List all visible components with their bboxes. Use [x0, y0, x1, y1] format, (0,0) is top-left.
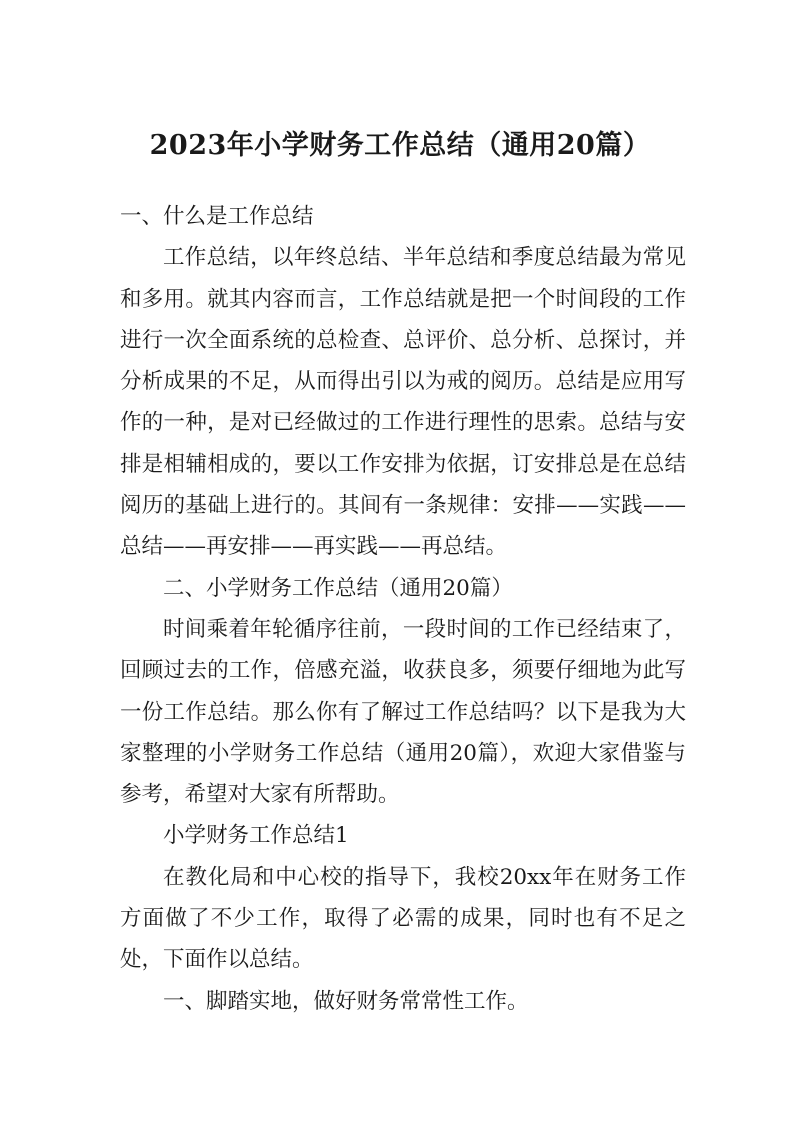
section-heading-finance-summary: 二、小学财务工作总结（通用20篇）: [163, 575, 513, 601]
subheading-summary-1: 小学财务工作总结1: [163, 823, 349, 849]
paragraph-summary-1: 在教化局和中心校的指导下，我校20xx年在财务工作方面做了不少工作，取得了必需的成果，同时也有不足之处，下面作以总结。: [120, 864, 686, 973]
paragraph-intro: 时间乘着年轮循序往前，一段时间的工作已经结束了，回顾过去的工作，倍感充溢，收获良多，须要仔细地为此写一份工作总结。那么你有了解过工作总结吗？以下是我为大家整理的小学财务工作总结（通用20篇），欢迎大家借鉴与参考，希望对大家有所帮助。: [120, 616, 686, 808]
document-title: 2023年小学财务工作总结（通用20篇）: [149, 130, 651, 161]
subheading-point-1: 一、脚踏实地，做好财务常常性工作。: [163, 988, 529, 1014]
paragraph-definition: 工作总结，以年终总结、半年总结和季度总结最为常见和多用。就其内容而言，工作总结就是把一个时间段的工作进行一次全面系统的总检查、总评价、总分析、总探讨，并分析成果的不足，从而得出引以为戒的阅历。总结是应用写作的一种，是对已经做过的工作进行理性的思索。总结与安排是相辅相成的，要以工作安排为依据，订安排总是在总结阅历的基础上进行的。其间有一条规律：安排——实践——总结——再安排——再实践——再总结。: [120, 245, 686, 560]
document-body: [120, 196, 686, 1022]
section-heading-what-is-summary: 一、什么是工作总结: [120, 204, 314, 229]
